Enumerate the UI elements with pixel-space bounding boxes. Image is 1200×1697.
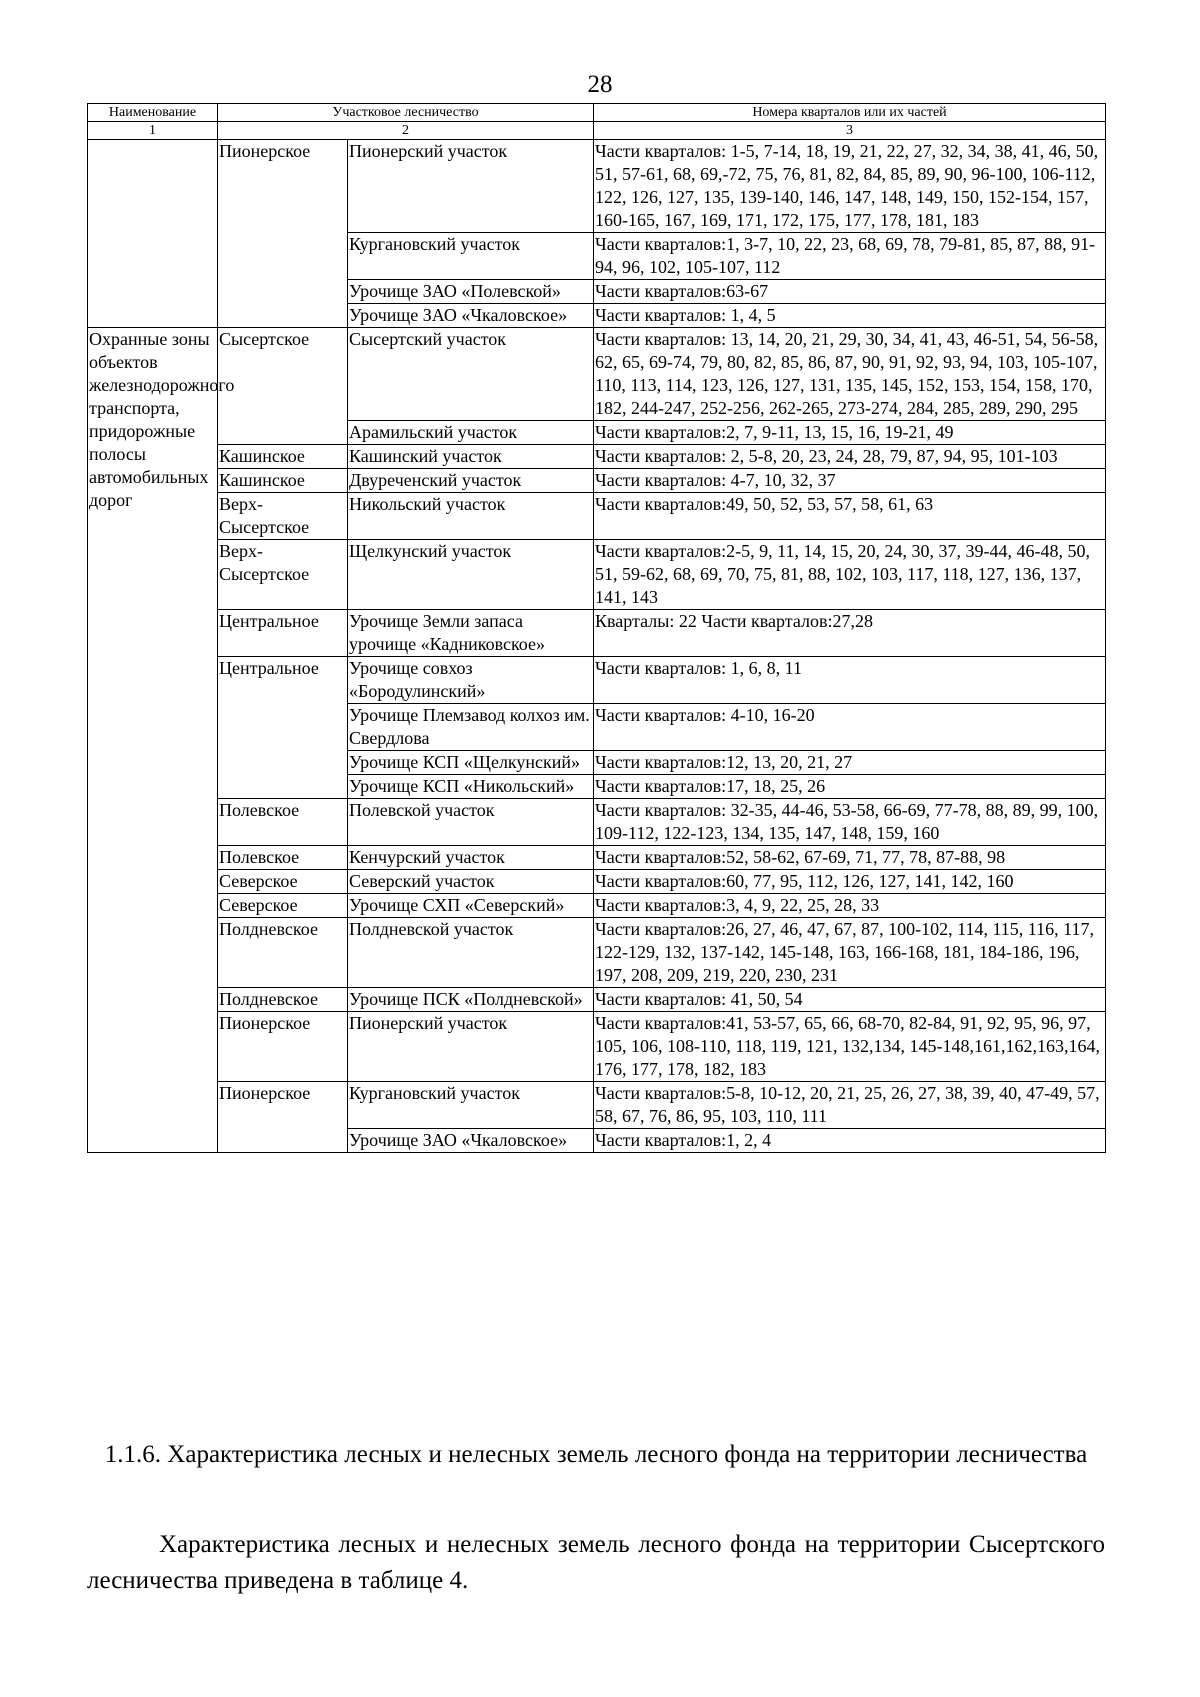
table-row xyxy=(88,988,1106,1012)
table-row xyxy=(88,918,1106,988)
quarters-table xyxy=(87,103,1106,1153)
quarters-cell: Части кварталов:12, 13, 20, 21, 27 xyxy=(594,751,1106,775)
plot-cell: Урочище Племзавод колхоз им. Свердлова xyxy=(348,704,594,751)
plot-cell: Урочище СХП «Северский» xyxy=(348,894,594,918)
district-cell: Кашинское xyxy=(218,445,348,469)
quarters-cell: Части кварталов: 4-10, 16-20 xyxy=(594,704,1106,751)
plot-cell: Кашинский участок xyxy=(348,445,594,469)
district-cell: Пионерское xyxy=(218,140,348,328)
table-row xyxy=(88,540,1106,610)
quarters-cell: Части кварталов:26, 27, 46, 47, 67, 87, 100-102, 114, 115, 116, 117, 122-129, 132, 137-142, 145-148, 163, 166-168, 181, 184-186, 196, 197, 208, 209, 219, 220, 230, 231 xyxy=(594,918,1106,988)
quarters-cell: Части кварталов:49, 50, 52, 53, 57, 58, 61, 63 xyxy=(594,493,1106,540)
plot-cell: Полевской участок xyxy=(348,799,594,846)
quarters-cell: Части кварталов:1, 2, 4 xyxy=(594,1129,1106,1153)
plot-cell: Кургановский участок xyxy=(348,233,594,280)
table-row xyxy=(88,469,1106,493)
table-row xyxy=(88,140,1106,233)
table-row xyxy=(88,445,1106,469)
plot-cell: Урочище ПСК «Полдневской» xyxy=(348,988,594,1012)
column-numbers-row xyxy=(88,122,1106,140)
quarters-cell: Кварталы: 22 Части кварталов:27,28 xyxy=(594,610,1106,657)
group-label-cell: Охранные зоны объектов железнодорожного транспорта, придорожные полосы автомобильных дорог xyxy=(88,328,218,1153)
quarters-cell: Части кварталов:3, 4, 9, 22, 25, 28, 33 xyxy=(594,894,1106,918)
plot-cell: Урочище КСП «Никольский» xyxy=(348,775,594,799)
district-cell: Кашинское xyxy=(218,469,348,493)
plot-cell: Пионерский участок xyxy=(348,140,594,233)
plot-cell: Полдневской участок xyxy=(348,918,594,988)
plot-cell: Урочище ЗАО «Полевской» xyxy=(348,280,594,304)
district-cell: Сысертское xyxy=(218,328,348,445)
header-quarters: Номера кварталов или их частей xyxy=(594,104,1106,122)
district-cell: Северское xyxy=(218,894,348,918)
quarters-cell: Части кварталов: 1, 6, 8, 11 xyxy=(594,657,1106,704)
table-row xyxy=(88,657,1106,704)
quarters-cell: Части кварталов:52, 58-62, 67-69, 71, 77, 78, 87-88, 98 xyxy=(594,846,1106,870)
plot-cell: Сысертский участок xyxy=(348,328,594,421)
table-row xyxy=(88,870,1106,894)
plot-cell: Пионерский участок xyxy=(348,1012,594,1082)
plot-cell: Кенчурский участок xyxy=(348,846,594,870)
plot-cell: Урочище КСП «Щелкунский» xyxy=(348,751,594,775)
plot-cell: Никольский участок xyxy=(348,493,594,540)
quarters-cell: Части кварталов: 41, 50, 54 xyxy=(594,988,1106,1012)
header-name: Наименование xyxy=(88,104,218,122)
quarters-cell: Части кварталов:41, 53-57, 65, 66, 68-70, 82-84, 91, 92, 95, 96, 97, 105, 106, 108-110, 118, 119, 121, 132,134, 145-148,161,162,163,164, 176, 177, 178, 182, 183 xyxy=(594,1012,1106,1082)
quarters-cell: Части кварталов:2, 7, 9-11, 13, 15, 16, 19-21, 49 xyxy=(594,421,1106,445)
district-cell: Полевское xyxy=(218,846,348,870)
quarters-cell: Части кварталов:5-8, 10-12, 20, 21, 25, 26, 27, 38, 39, 40, 47-49, 57, 58, 67, 76, 86, 95, 103, 110, 111 xyxy=(594,1082,1106,1129)
district-cell: Полдневское xyxy=(218,988,348,1012)
table-header-row xyxy=(88,104,1106,122)
plot-cell: Урочище ЗАО «Чкаловское» xyxy=(348,1129,594,1153)
section-title: 1.1.6. Характеристика лесных и нелесных земель лесного фонда на территории лесничества xyxy=(104,1441,1088,1468)
page-number: 28 xyxy=(587,71,613,98)
plot-cell: Щелкунский участок xyxy=(348,540,594,610)
quarters-cell: Части кварталов: 1-5, 7-14, 18, 19, 21, 22, 27, 32, 34, 38, 41, 46, 50, 51, 57-61, 68, 69,-72, 75, 76, 81, 82, 84, 85, 89, 90, 96-100, 106-112, 122, 126, 127, 135, 139-140, 146, 147, 148, 149, 150, 152-154, 157, 160-165, 167, 169, 171, 172, 175, 177, 178, 181, 183 xyxy=(594,140,1106,233)
district-cell: Центральное xyxy=(218,657,348,799)
quarters-cell: Части кварталов:1, 3-7, 10, 22, 23, 68, 69, 78, 79-81, 85, 87, 88, 91-94, 96, 102, 105-107, 112 xyxy=(594,233,1106,280)
quarters-cell: Части кварталов: 2, 5-8, 20, 23, 24, 28, 79, 87, 94, 95, 101-103 xyxy=(594,445,1106,469)
quarters-cell: Части кварталов: 13, 14, 20, 21, 29, 30, 34, 41, 43, 46-51, 54, 56-58, 62, 65, 69-74, 79, 80, 82, 85, 86, 87, 90, 91, 92, 93, 94, 103, 105-107, 110, 113, 114, 123, 126, 127, 131, 135, 145, 152, 153, 154, 158, 170, 182, 244-247, 252-256, 262-265, 273-274, 284, 285, 289, 290, 295 xyxy=(594,328,1106,421)
table-row xyxy=(88,799,1106,846)
table-row xyxy=(88,493,1106,540)
header-district: Участковое лесничество xyxy=(218,104,594,122)
district-cell: Полевское xyxy=(218,799,348,846)
district-cell: Верх-Сысертское xyxy=(218,540,348,610)
quarters-cell: Части кварталов:17, 18, 25, 26 xyxy=(594,775,1106,799)
plot-cell: Арамильский участок xyxy=(348,421,594,445)
table-row xyxy=(88,1012,1106,1082)
plot-cell: Северский участок xyxy=(348,870,594,894)
plot-cell: Урочище совхоз «Бородулинский» xyxy=(348,657,594,704)
quarters-cell: Части кварталов: 1, 4, 5 xyxy=(594,304,1106,328)
body-paragraph: Характеристика лесных и нелесных земель лесного фонда на территории Сысертского лесничества приведена в таблице 4. xyxy=(87,1531,1105,1594)
plot-cell: Двуреченский участок xyxy=(348,469,594,493)
column-number-1: 1 xyxy=(88,122,218,140)
quarters-cell: Части кварталов: 32-35, 44-46, 53-58, 66-69, 77-78, 88, 89, 99, 100, 109-112, 122-123, 134, 135, 147, 148, 159, 160 xyxy=(594,799,1106,846)
column-number-2: 2 xyxy=(218,122,594,140)
district-cell: Пионерское xyxy=(218,1082,348,1153)
column-number-3: 3 xyxy=(594,122,1106,140)
quarters-cell: Части кварталов:63-67 xyxy=(594,280,1106,304)
district-cell: Пионерское xyxy=(218,1012,348,1082)
district-cell: Полдневское xyxy=(218,918,348,988)
district-cell: Северское xyxy=(218,870,348,894)
quarters-cell: Части кварталов:60, 77, 95, 112, 126, 127, 141, 142, 160 xyxy=(594,870,1106,894)
plot-cell: Урочище Земли запаса урочище «Кадниковское» xyxy=(348,610,594,657)
empty-name-cell xyxy=(88,140,218,328)
plot-cell: Кургановский участок xyxy=(348,1082,594,1129)
plot-cell: Урочище ЗАО «Чкаловское» xyxy=(348,304,594,328)
district-cell: Центральное xyxy=(218,610,348,657)
table-row xyxy=(88,328,1106,421)
district-cell: Верх-Сысертское xyxy=(218,493,348,540)
table-row xyxy=(88,846,1106,870)
table-row xyxy=(88,894,1106,918)
table-row xyxy=(88,1082,1106,1129)
quarters-cell: Части кварталов: 4-7, 10, 32, 37 xyxy=(594,469,1106,493)
table-row xyxy=(88,610,1106,657)
quarters-cell: Части кварталов:2-5, 9, 11, 14, 15, 20, 24, 30, 37, 39-44, 46-48, 50, 51, 59-62, 68, 69, 70, 75, 81, 88, 102, 103, 117, 118, 127, 136, 137, 141, 143 xyxy=(594,540,1106,610)
